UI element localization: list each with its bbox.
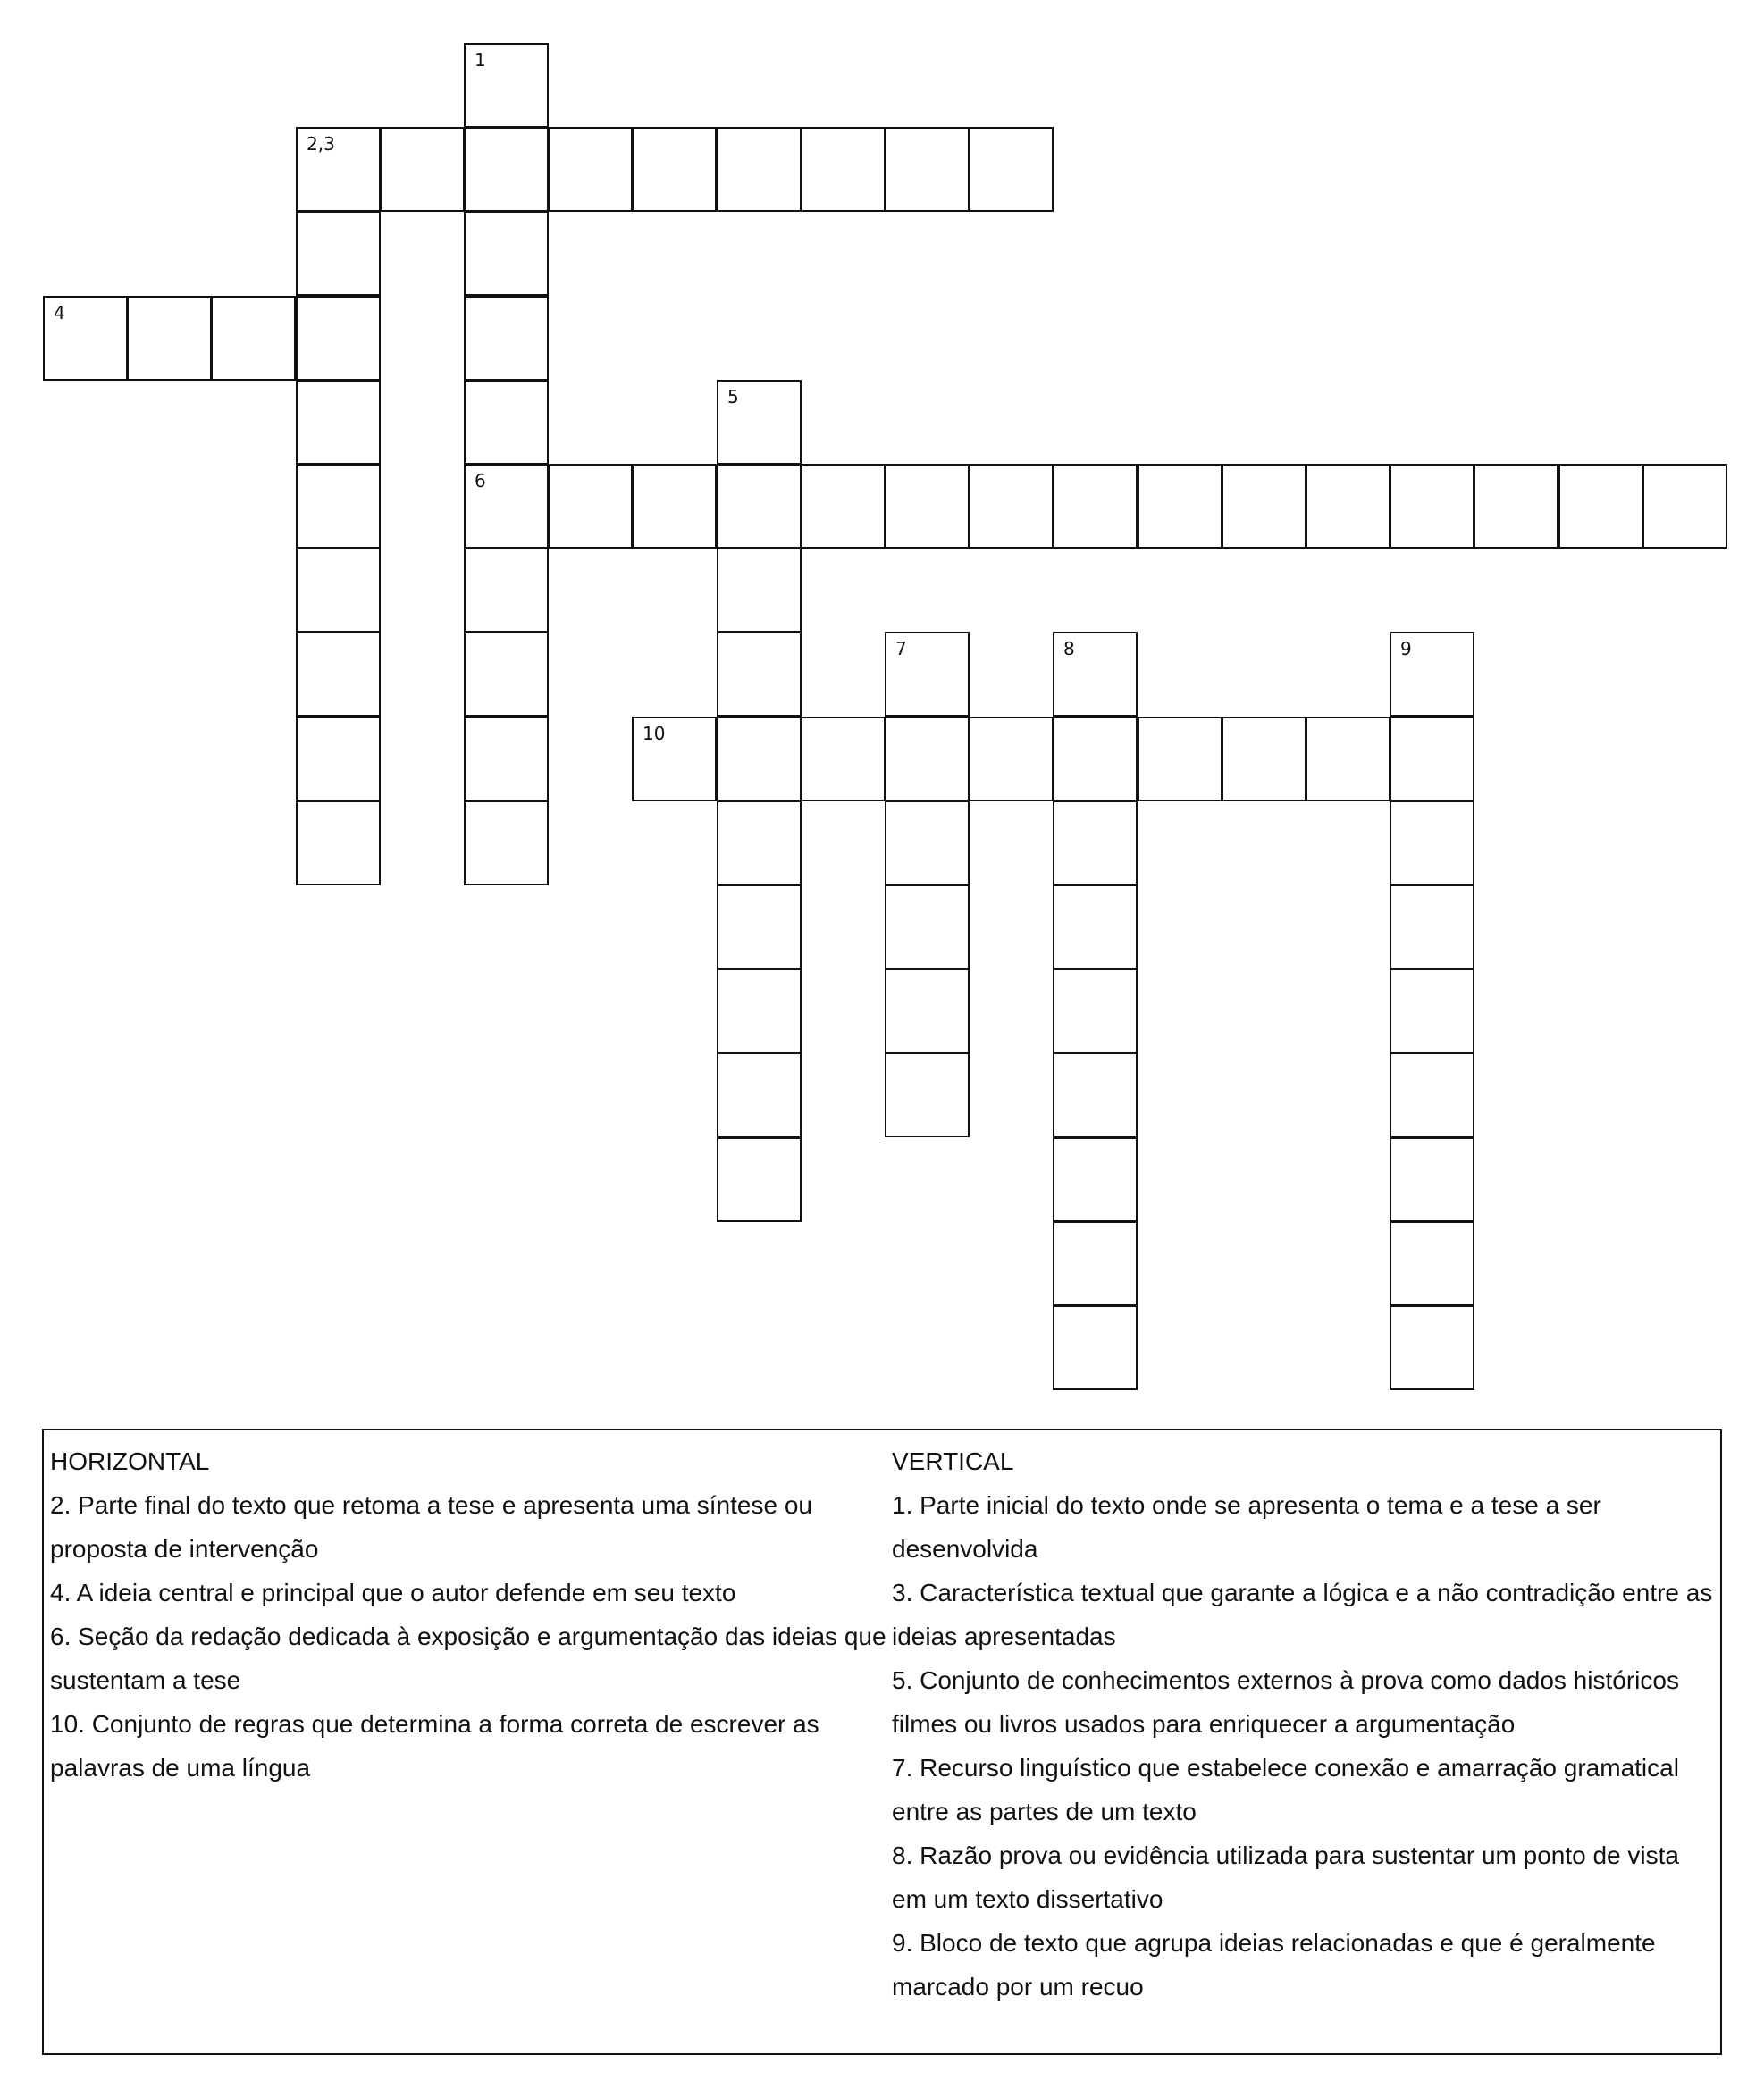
cell-number-10: 10 xyxy=(643,723,666,744)
clues-box xyxy=(42,1429,1722,2055)
grid-cell[interactable] xyxy=(717,969,802,1053)
grid-cell[interactable] xyxy=(464,801,549,885)
grid-cell[interactable] xyxy=(801,127,886,212)
grid-cell[interactable] xyxy=(1390,1053,1474,1137)
grid-cell[interactable] xyxy=(1306,464,1390,549)
grid-cell[interactable] xyxy=(1390,801,1474,885)
grid-cell[interactable] xyxy=(1642,464,1727,549)
grid-cell[interactable] xyxy=(380,127,465,212)
grid-cell[interactable] xyxy=(885,885,970,969)
grid-cell[interactable] xyxy=(127,296,212,381)
grid-cell[interactable] xyxy=(296,464,381,549)
grid-cell[interactable] xyxy=(1053,801,1138,885)
grid-cell[interactable] xyxy=(801,464,886,549)
grid-cell[interactable] xyxy=(464,632,549,717)
grid-cell[interactable] xyxy=(717,632,802,717)
grid-cell[interactable] xyxy=(632,127,717,212)
grid-cell[interactable] xyxy=(717,548,802,633)
clue-vertical-7: 7. Recurso linguístico que estabelece conexão e amarração gramatical entre as partes de um texto xyxy=(892,1754,1679,1825)
grid-cell[interactable] xyxy=(1558,464,1643,549)
grid-cell[interactable] xyxy=(1390,969,1474,1053)
cell-number-9: 9 xyxy=(1400,638,1412,659)
grid-cell[interactable] xyxy=(464,464,549,549)
grid-cell[interactable] xyxy=(1390,885,1474,969)
grid-cell[interactable] xyxy=(296,211,381,296)
grid-cell[interactable] xyxy=(1053,1053,1138,1137)
grid-cell[interactable] xyxy=(885,801,970,885)
vertical-heading: VERTICAL xyxy=(892,1447,1014,1475)
grid-cell[interactable] xyxy=(717,127,802,212)
grid-cell[interactable] xyxy=(296,717,381,801)
grid-cell[interactable] xyxy=(464,211,549,296)
clue-vertical-9: 9. Bloco de texto que agrupa ideias relacionadas e que é geralmente marcado por um recuo xyxy=(892,1929,1656,2001)
grid-cell[interactable] xyxy=(1306,717,1390,801)
grid-cell[interactable] xyxy=(1053,717,1138,801)
grid-cell[interactable] xyxy=(717,801,802,885)
grid-cell[interactable] xyxy=(464,380,549,465)
grid-cell[interactable] xyxy=(717,885,802,969)
grid-cell[interactable] xyxy=(801,717,886,801)
grid-cell[interactable] xyxy=(296,127,381,212)
grid-cell[interactable] xyxy=(296,632,381,717)
grid-cell[interactable] xyxy=(1053,464,1138,549)
grid-cell[interactable] xyxy=(43,296,128,381)
grid-cell[interactable] xyxy=(1390,1137,1474,1222)
grid-cell[interactable] xyxy=(1053,969,1138,1053)
clue-horizontal-10: 10. Conjunto de regras que determina a forma correta de escrever as palavras de uma língua xyxy=(50,1710,819,1782)
grid-cell[interactable] xyxy=(1053,1305,1138,1390)
clue-vertical-1: 1. Parte inicial do texto onde se apresenta o tema e a tese a ser desenvolvida xyxy=(892,1491,1601,1563)
grid-cell[interactable] xyxy=(464,43,549,128)
grid-cell[interactable] xyxy=(211,296,296,381)
grid-cell[interactable] xyxy=(885,632,970,717)
clue-vertical-5: 5. Conjunto de conhecimentos externos à prova como dados históricos filmes ou livros usados para enriquecer a argumentação xyxy=(892,1666,1679,1738)
horizontal-clues xyxy=(50,1439,890,1790)
grid-cell[interactable] xyxy=(717,380,802,465)
grid-cell[interactable] xyxy=(1138,464,1222,549)
grid-cell[interactable] xyxy=(1053,632,1138,717)
cell-number-4: 4 xyxy=(54,302,65,323)
grid-cell[interactable] xyxy=(885,1053,970,1137)
grid-cell[interactable] xyxy=(1474,464,1558,549)
grid-cell[interactable] xyxy=(885,717,970,801)
grid-cell[interactable] xyxy=(717,717,802,801)
grid-cell[interactable] xyxy=(969,464,1054,549)
grid-cell[interactable] xyxy=(296,801,381,885)
clue-horizontal-4: 4. A ideia central e principal que o autor defende em seu texto xyxy=(50,1579,736,1606)
grid-cell[interactable] xyxy=(1053,885,1138,969)
grid-cell[interactable] xyxy=(717,1053,802,1137)
cell-number-6: 6 xyxy=(475,470,486,491)
grid-cell[interactable] xyxy=(969,127,1054,212)
cell-number-7: 7 xyxy=(895,638,907,659)
grid-cell[interactable] xyxy=(548,464,633,549)
vertical-clues xyxy=(892,1439,1718,2009)
grid-cell[interactable] xyxy=(1053,1137,1138,1222)
cell-number-5: 5 xyxy=(727,386,739,407)
grid-cell[interactable] xyxy=(1390,717,1474,801)
clue-horizontal-2: 2. Parte final do texto que retoma a tese e apresenta uma síntese ou proposta de intervenção xyxy=(50,1491,812,1563)
clue-vertical-8: 8. Razão prova ou evidência utilizada para sustentar um ponto de vista em um texto dissertativo xyxy=(892,1841,1679,1913)
grid-cell[interactable] xyxy=(548,127,633,212)
grid-cell[interactable] xyxy=(717,464,802,549)
horizontal-heading: HORIZONTAL xyxy=(50,1447,210,1475)
clue-horizontal-6: 6. Seção da redação dedicada à exposição e argumentação das ideias que sustentam a tese xyxy=(50,1623,886,1694)
grid-cell[interactable] xyxy=(1138,717,1222,801)
grid-cell[interactable] xyxy=(464,127,549,212)
grid-cell[interactable] xyxy=(464,717,549,801)
cell-number-8: 8 xyxy=(1063,638,1075,659)
cell-number-2: 2,3 xyxy=(307,133,335,155)
grid-cell[interactable] xyxy=(296,548,381,633)
grid-cell[interactable] xyxy=(464,548,549,633)
grid-cell[interactable] xyxy=(969,717,1054,801)
grid-cell[interactable] xyxy=(296,380,381,465)
grid-cell[interactable] xyxy=(1222,717,1306,801)
grid-cell[interactable] xyxy=(1390,1221,1474,1306)
grid-cell[interactable] xyxy=(885,969,970,1053)
grid-cell[interactable] xyxy=(1390,632,1474,717)
grid-cell[interactable] xyxy=(464,296,549,381)
grid-cell[interactable] xyxy=(1390,1305,1474,1390)
grid-cell[interactable] xyxy=(885,464,970,549)
grid-cell[interactable] xyxy=(296,296,381,381)
grid-cell[interactable] xyxy=(632,717,717,801)
grid-cell[interactable] xyxy=(1390,464,1474,549)
clue-vertical-3: 3. Característica textual que garante a lógica e a não contradição entre as ideias apresentadas xyxy=(892,1579,1713,1650)
grid-cell[interactable] xyxy=(1053,1221,1138,1306)
cell-number-1: 1 xyxy=(475,49,486,71)
grid-cell[interactable] xyxy=(717,1137,802,1222)
grid-cell[interactable] xyxy=(1222,464,1306,549)
grid-cell[interactable] xyxy=(632,464,717,549)
grid-cell[interactable] xyxy=(885,127,970,212)
